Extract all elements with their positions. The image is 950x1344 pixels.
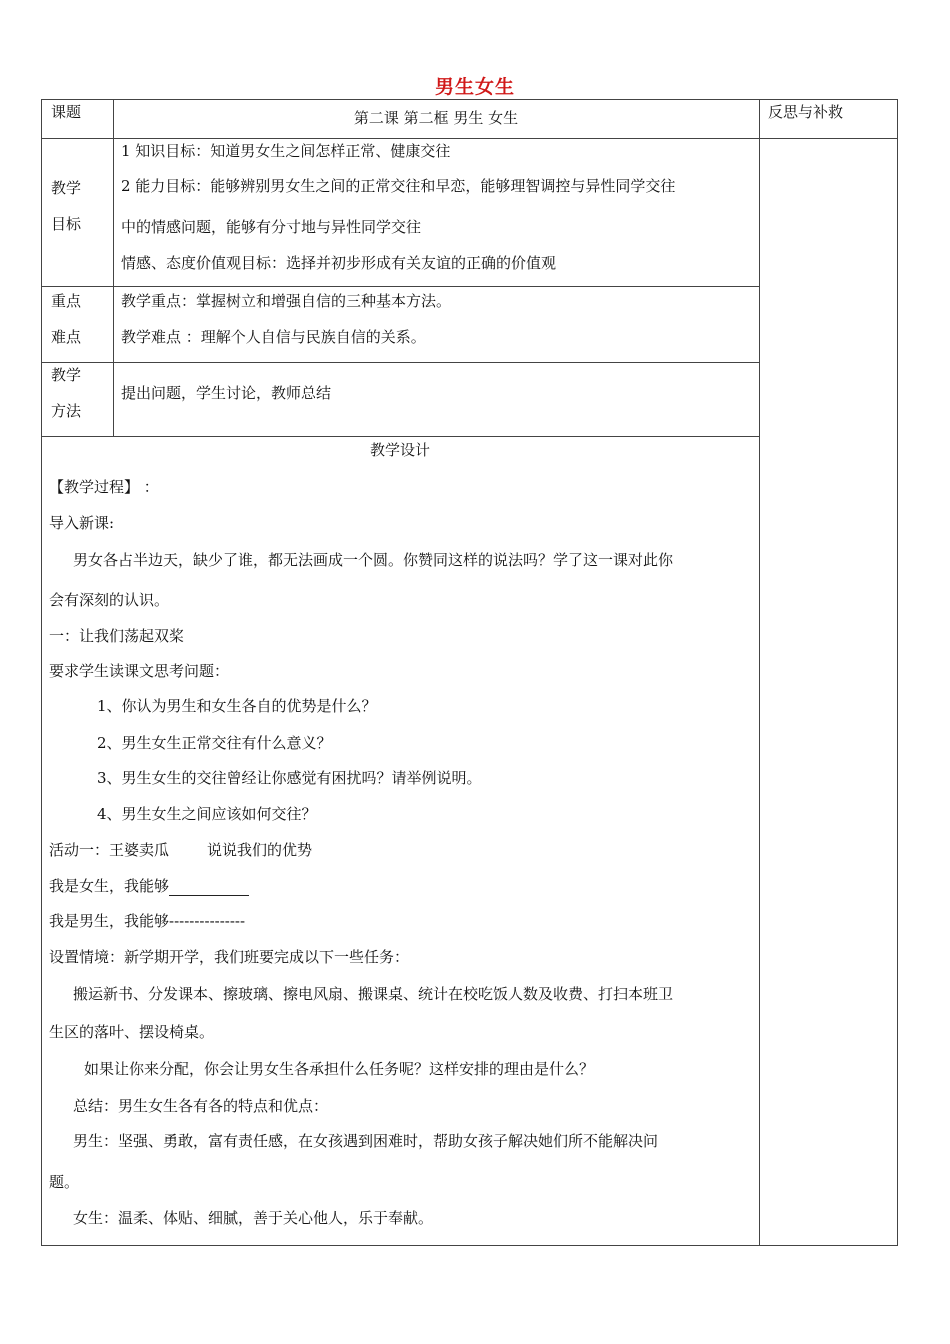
table-divider [41,436,759,437]
boy-fill-line [49,911,245,931]
table-divider [41,138,898,139]
reflection-label: 反思与补救 [768,103,844,121]
objectives-label: 目标 [51,215,82,233]
lesson-title: 第二课 第二框 男生 女生 [353,109,519,127]
objective-knowledge: 1 知识目标：知道男女生之间怎样正常、健康交往 [121,142,451,160]
page-title: 男生女生 [434,76,515,98]
answer-blank [169,879,249,896]
girl-prompt: 我是女生，我能够 [49,877,170,895]
table-divider [759,99,760,1246]
question-item: 4、男生女生之间应该如何交往？ [97,805,317,823]
design-heading: 教学设计 [369,441,430,459]
boys-traits: 男生：坚强、勇敢，富有责任感，在女孩遇到困难时，帮助女孩子解决她们所不能解决问 [73,1132,659,1150]
intro-heading: 导入新课: [49,514,115,532]
question-item: 1、你认为男生和女生各自的优势是什么？ [97,697,377,715]
objectives-label: 教学 [51,179,82,197]
table-divider [113,99,114,437]
table-divider [41,362,759,363]
teaching-method: 提出问题，学生讨论，教师总结 [121,384,332,402]
objective-ability-cont: 中的情感问题，能够有分寸地与异性同学交往 [121,218,422,236]
subject-label: 课题 [51,103,82,121]
answer-dashes: --------------- [169,912,246,930]
scenario-text: 设置情境：新学期开学，我们班要完成以下一些任务： [49,948,410,966]
requirement-text: 要求学生读课文思考问题： [49,662,230,680]
girl-fill-line [49,876,249,896]
question-item: 3、男生女生的交往曾经让你感觉有困扰吗？请举例说明。 [97,769,482,787]
question-item: 2、男生女生正常交往有什么意义？ [97,734,332,752]
method-label: 教学 [51,366,82,384]
tasks-text-cont: 生区的落叶、摆设椅桌。 [49,1023,215,1041]
focus-label: 难点 [51,328,82,346]
table-divider [41,286,759,287]
difficult-point: 教学难点 ：理解个人自信与民族自信的关系。 [121,328,426,346]
intro-paragraph-cont: 会有深刻的认识。 [49,591,170,609]
objective-values: 情感、态度价值观目标：选择并初步形成有关友谊的正确的价值观 [121,254,557,272]
table-border-right [897,99,898,1246]
activity-topic: 说说我们的优势 [207,841,313,859]
summary-text: 总结：男生女生各有各的特点和优点： [73,1097,329,1115]
tasks-text: 搬运新书、分发课本、擦玻璃、擦电风扇、搬课桌、统计在校吃饭人数及收费、打扫本班卫 [73,985,674,1003]
table-border-bottom [41,1245,898,1246]
activity-title: 活动一：王婆卖瓜 [49,841,170,859]
focus-label: 重点 [51,292,82,310]
intro-paragraph: 男女各占半边天，缺少了谁，都无法画成一个圆。你赞同这样的说法吗？学了这一课对此你 [73,551,674,569]
boys-traits-cont: 题。 [49,1173,80,1191]
section-heading: 一：让我们荡起双桨 [49,627,185,645]
objective-ability: 2 能力目标：能够辨别男女生之间的正常交往和早恋，能够理智调控与异性同学交往 [121,177,676,195]
girls-traits: 女生：温柔、体贴、细腻，善于关心他人，乐于奉献。 [73,1209,434,1227]
boy-prompt: 我是男生，我能够 [49,912,170,930]
table-border-top [41,99,898,100]
process-heading: 【教学过程】 ： [49,478,159,496]
allocation-question: 如果让你来分配，你会让男女生各承担什么任务呢？这样安排的理由是什么？ [84,1060,595,1078]
method-label: 方法 [51,402,82,420]
activity-heading [49,840,312,860]
table-border-left [41,99,42,1246]
key-point: 教学重点：掌握树立和增强自信的三种基本方法。 [121,292,452,310]
